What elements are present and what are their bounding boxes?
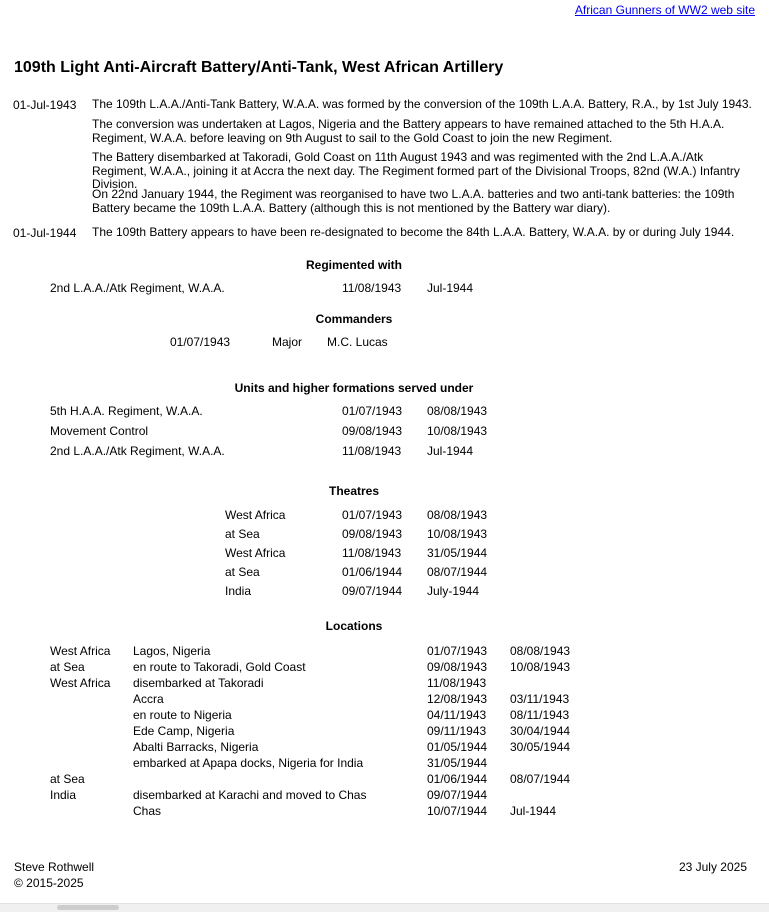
date-from: 01/06/1944 — [342, 565, 403, 579]
table-row — [0, 424, 769, 440]
history-entry-date: 01-Jul-1944 — [13, 226, 77, 240]
table-row — [0, 527, 769, 543]
date-from: 09/08/1943 — [427, 660, 488, 674]
date-from: 09/11/1943 — [427, 724, 487, 738]
date-from: 01/05/1944 — [427, 740, 488, 754]
date-from: 10/07/1944 — [427, 804, 488, 818]
date-to: 08/07/1944 — [427, 565, 488, 579]
table-row — [0, 772, 769, 788]
date-from: 11/08/1943 — [342, 444, 402, 458]
unit-name: Movement Control — [50, 424, 149, 438]
unit-name: 5th H.A.A. Regiment, W.A.A. — [50, 404, 203, 418]
theatre-name: at Sea — [50, 660, 85, 674]
commander-name: M.C. Lucas — [327, 335, 388, 349]
date-from: 09/08/1943 — [342, 527, 403, 541]
date-to: 08/08/1943 — [427, 508, 488, 522]
location-name: disembarked at Karachi and moved to Chas — [133, 788, 367, 802]
date-from: 01/06/1944 — [427, 772, 488, 786]
location-name: en route to Nigeria — [133, 708, 232, 722]
date-to: 10/08/1943 — [427, 527, 488, 541]
section-heading-regimented-with: Regimented with — [305, 258, 402, 272]
table-row — [0, 708, 769, 724]
table-row — [0, 584, 769, 600]
date-to: 03/11/1943 — [510, 692, 570, 706]
table-row — [0, 404, 769, 420]
date-from: 09/07/1944 — [427, 788, 488, 802]
unit-name: 2nd L.A.A./Atk Regiment, W.A.A. — [50, 444, 225, 458]
site-home-link[interactable]: African Gunners of WW2 web site — [574, 3, 755, 17]
table-row — [0, 335, 769, 351]
date-from: 01/07/1943 — [342, 508, 403, 522]
history-paragraph: The conversion was undertaken at Lagos, Nigeria and the Battery appears to have remained attached to the 5th H.A.A. Regiment, W.A.A. before leaving on 9th August to sail to the Gold Coast to join the new Regiment. — [92, 117, 725, 145]
table-row — [0, 508, 769, 524]
location-name: embarked at Apapa docks, Nigeria for India — [133, 756, 364, 770]
commander-date: 01/07/1943 — [170, 335, 231, 349]
date-from: 31/05/1944 — [427, 756, 488, 770]
location-name: Ede Camp, Nigeria — [133, 724, 235, 738]
date-from: 12/08/1943 — [427, 692, 488, 706]
theatre-name: West Africa — [225, 546, 286, 560]
date-to: Jul-1944 — [510, 804, 557, 818]
date-from: 11/08/1943 — [342, 546, 402, 560]
table-row — [0, 676, 769, 692]
page-title: 109th Light Anti-Aircraft Battery/Anti-Tank, West African Artillery — [14, 59, 504, 76]
theatre-name: West Africa — [50, 676, 111, 690]
history-paragraph: The 109th Battery appears to have been re-designated to become the 84th L.A.A. Battery, W.A.A. by or during July 1944. — [92, 225, 735, 239]
table-row — [0, 692, 769, 708]
date-from: 01/07/1943 — [342, 404, 403, 418]
date-to: 08/08/1943 — [510, 644, 571, 658]
theatre-name: West Africa — [225, 508, 286, 522]
table-row — [0, 644, 769, 660]
footer-author: Steve Rothwell — [14, 860, 95, 874]
date-to: 10/08/1943 — [427, 424, 488, 438]
date-to: 08/11/1943 — [510, 708, 570, 722]
date-to: 30/04/1944 — [510, 724, 571, 738]
theatre-name: India — [50, 788, 77, 802]
date-from: 09/07/1944 — [342, 584, 403, 598]
history-paragraph: The 109th L.A.A./Anti-Tank Battery, W.A.A. was formed by the conversion of the 109th L.A.A. Battery, R.A., by 1st July 1943. — [92, 97, 752, 111]
history-paragraph: On 22nd January 1944, the Regiment was reorganised to have two L.A.A. batteries and two anti-tank batteries: the 109th Battery became the 109th L.A.A. Battery (although this is not mentioned by the Battery war diary). — [92, 187, 735, 215]
date-to: Jul-1944 — [427, 444, 474, 458]
date-from: 09/08/1943 — [342, 424, 403, 438]
table-row — [0, 281, 769, 297]
table-row — [0, 660, 769, 676]
location-name: en route to Takoradi, Gold Coast — [133, 660, 306, 674]
date-from: 11/08/1943 — [342, 281, 402, 295]
location-name: Chas — [133, 804, 162, 818]
date-to: July-1944 — [427, 584, 480, 598]
theatre-name: at Sea — [225, 527, 260, 541]
date-to: 30/05/1944 — [510, 740, 571, 754]
theatre-name: India — [225, 584, 252, 598]
date-to: 10/08/1943 — [510, 660, 571, 674]
date-to: 31/05/1944 — [427, 546, 488, 560]
history-entry-date: 01-Jul-1943 — [13, 98, 77, 112]
footer-copyright: © 2015-2025 — [14, 876, 84, 890]
location-name: Accra — [133, 692, 164, 706]
table-row — [0, 756, 769, 772]
footer-date: 23 July 2025 — [678, 860, 747, 874]
history-paragraph: The Battery disembarked at Takoradi, Gold Coast on 11th August 1943 and was regimented with the 2nd L.A.A./Atk Regiment, W.A.A., joining it at Accra the next day. The Regiment formed part of the Divisional Troops, 82nd (W.A.) Infantry Division. — [92, 150, 740, 191]
theatre-name: West Africa — [50, 644, 111, 658]
unit-name: 2nd L.A.A./Atk Regiment, W.A.A. — [50, 281, 225, 295]
section-heading-units-served-under: Units and higher formations served under — [234, 381, 474, 395]
table-row — [0, 804, 769, 820]
theatre-name: at Sea — [50, 772, 85, 786]
location-name: disembarked at Takoradi — [133, 676, 264, 690]
date-to: Jul-1944 — [427, 281, 474, 295]
table-row — [0, 444, 769, 460]
section-heading-theatres: Theatres — [328, 484, 380, 498]
commander-rank: Major — [272, 335, 303, 349]
location-name: Abalti Barracks, Nigeria — [133, 740, 259, 754]
date-to: 08/07/1944 — [510, 772, 571, 786]
date-from: 04/11/1943 — [427, 708, 487, 722]
date-to: 08/08/1943 — [427, 404, 488, 418]
horizontal-scrollbar[interactable] — [0, 903, 769, 912]
section-heading-commanders: Commanders — [315, 312, 393, 326]
date-from: 11/08/1943 — [427, 676, 487, 690]
section-heading-locations: Locations — [325, 619, 383, 633]
theatre-name: at Sea — [225, 565, 260, 579]
table-row — [0, 565, 769, 581]
horizontal-scrollbar-thumb[interactable] — [57, 905, 119, 910]
table-row — [0, 740, 769, 756]
table-row — [0, 788, 769, 804]
table-row — [0, 546, 769, 562]
date-from: 01/07/1943 — [427, 644, 488, 658]
location-name: Lagos, Nigeria — [133, 644, 211, 658]
table-row — [0, 724, 769, 740]
